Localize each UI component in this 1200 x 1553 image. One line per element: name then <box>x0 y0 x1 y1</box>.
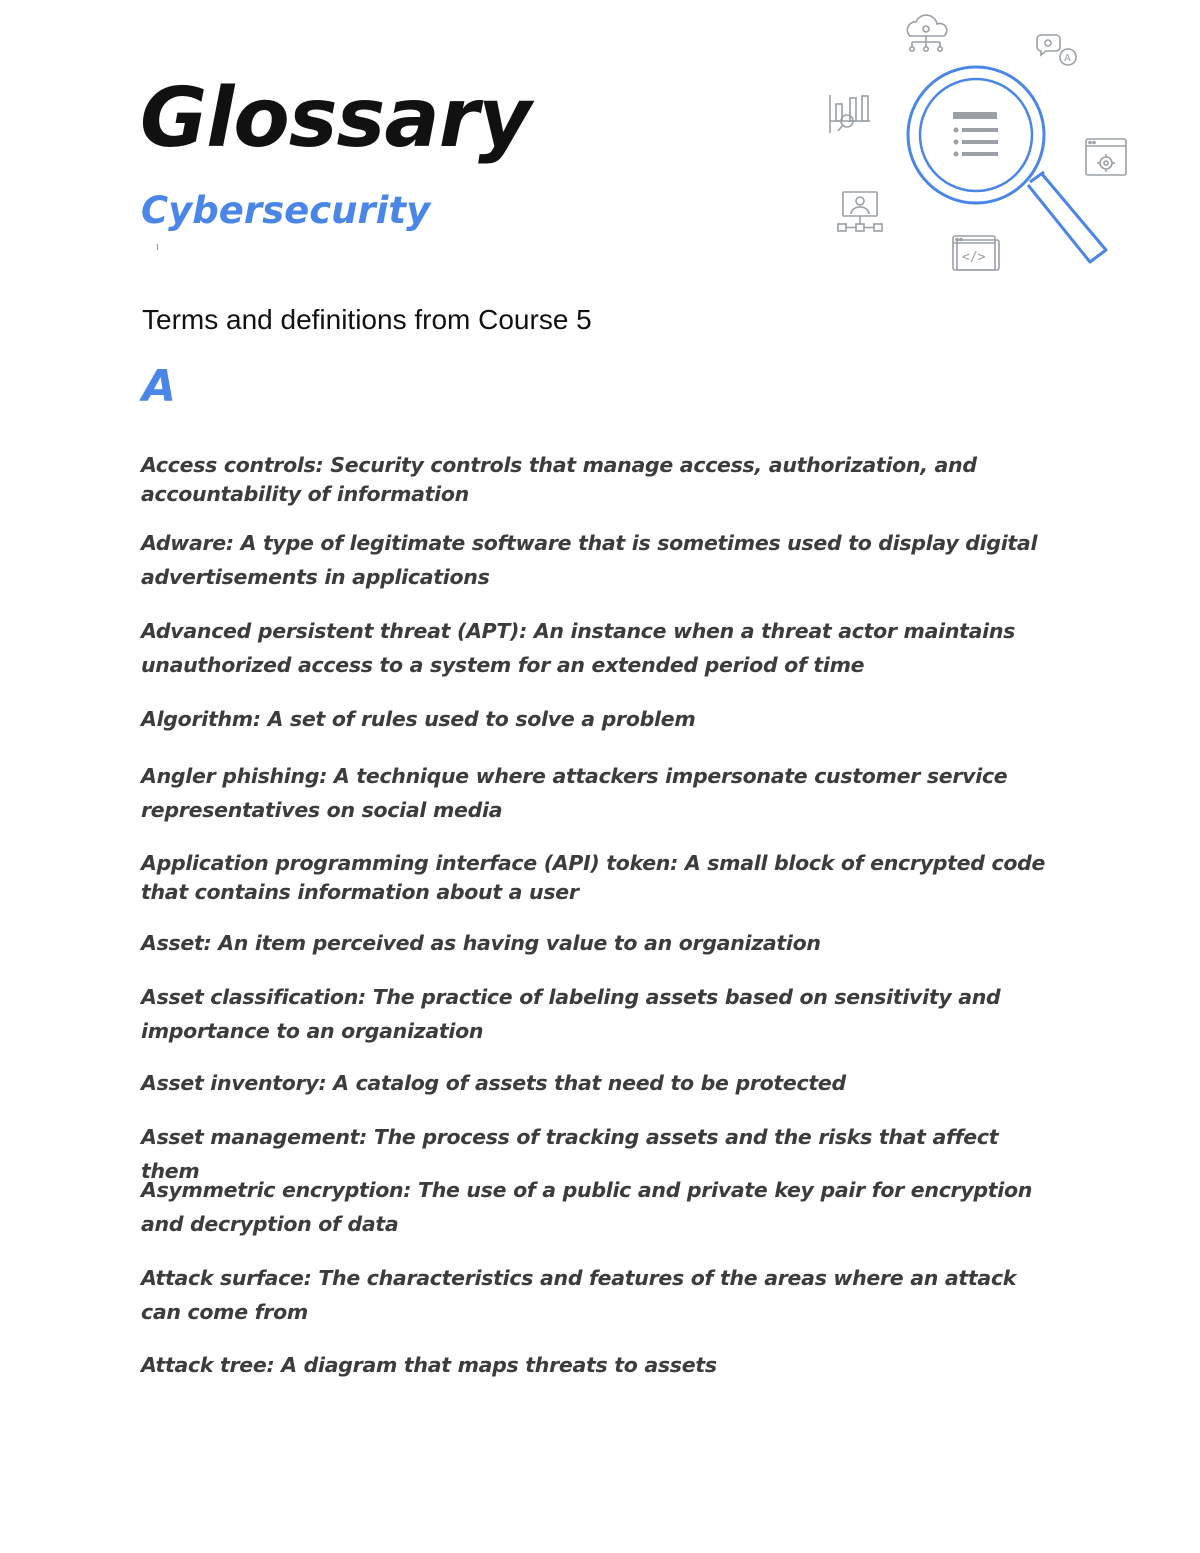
intro-text: Terms and definitions from Course 5 <box>142 304 592 335</box>
settings-window-icon <box>1086 139 1126 175</box>
section-letter: A <box>142 361 177 412</box>
glossary-entry: Asset: An item perceived as having value to an organization <box>141 931 821 955</box>
glossary-entry: Asymmetric encryption: The use of a public and private key pair for encryption and decryption of data <box>141 1178 1033 1236</box>
glossary-entry: Asset inventory: A catalog of assets that need to be protected <box>141 1071 846 1095</box>
glossary-illustration <box>820 0 1140 290</box>
glossary-entry: Advanced persistent threat (APT): An instance when a threat actor maintains unauthorized access to a system for an extended period of time <box>141 619 1016 677</box>
cloud-network-icon <box>907 15 947 51</box>
glossary-entry: Access controls: Security controls that manage access, authorization, and accountability of information <box>141 453 977 506</box>
glossary-entry: Adware: A type of legitimate software that is sometimes used to display digital advertisements in applications <box>141 531 1038 589</box>
bar-chart-icon <box>830 95 870 133</box>
chat-translate-icon <box>1037 35 1076 65</box>
glossary-entry: Attack surface: The characteristics and features of the areas where an attack can come from <box>141 1266 1017 1324</box>
glossary-entry: Angler phishing: A technique where attackers impersonate customer service representatives on social media <box>141 764 1008 822</box>
glossary-entry: Asset classification: The practice of labeling assets based on sensitivity and importance to an organization <box>141 985 1001 1043</box>
page-title: Glossary <box>140 71 531 166</box>
glossary-entry: Algorithm: A set of rules used to solve a problem <box>141 707 696 731</box>
user-network-icon <box>838 192 882 231</box>
code-window-icon <box>953 236 999 270</box>
glossary-entry: Asset management: The process of tracking assets and the risks that affect them <box>141 1125 999 1183</box>
page-subtitle: Cybersecurity <box>141 189 431 232</box>
svg-text:</>: </> <box>962 250 986 265</box>
decorative-tick <box>157 244 158 250</box>
svg-text:A: A <box>1064 53 1071 64</box>
magnifier-document-icon <box>908 67 1106 262</box>
glossary-entry: Application programming interface (API) token: A small block of encrypted code that contains information about a user <box>141 851 1046 904</box>
glossary-entry: Attack tree: A diagram that maps threats to assets <box>141 1353 717 1377</box>
